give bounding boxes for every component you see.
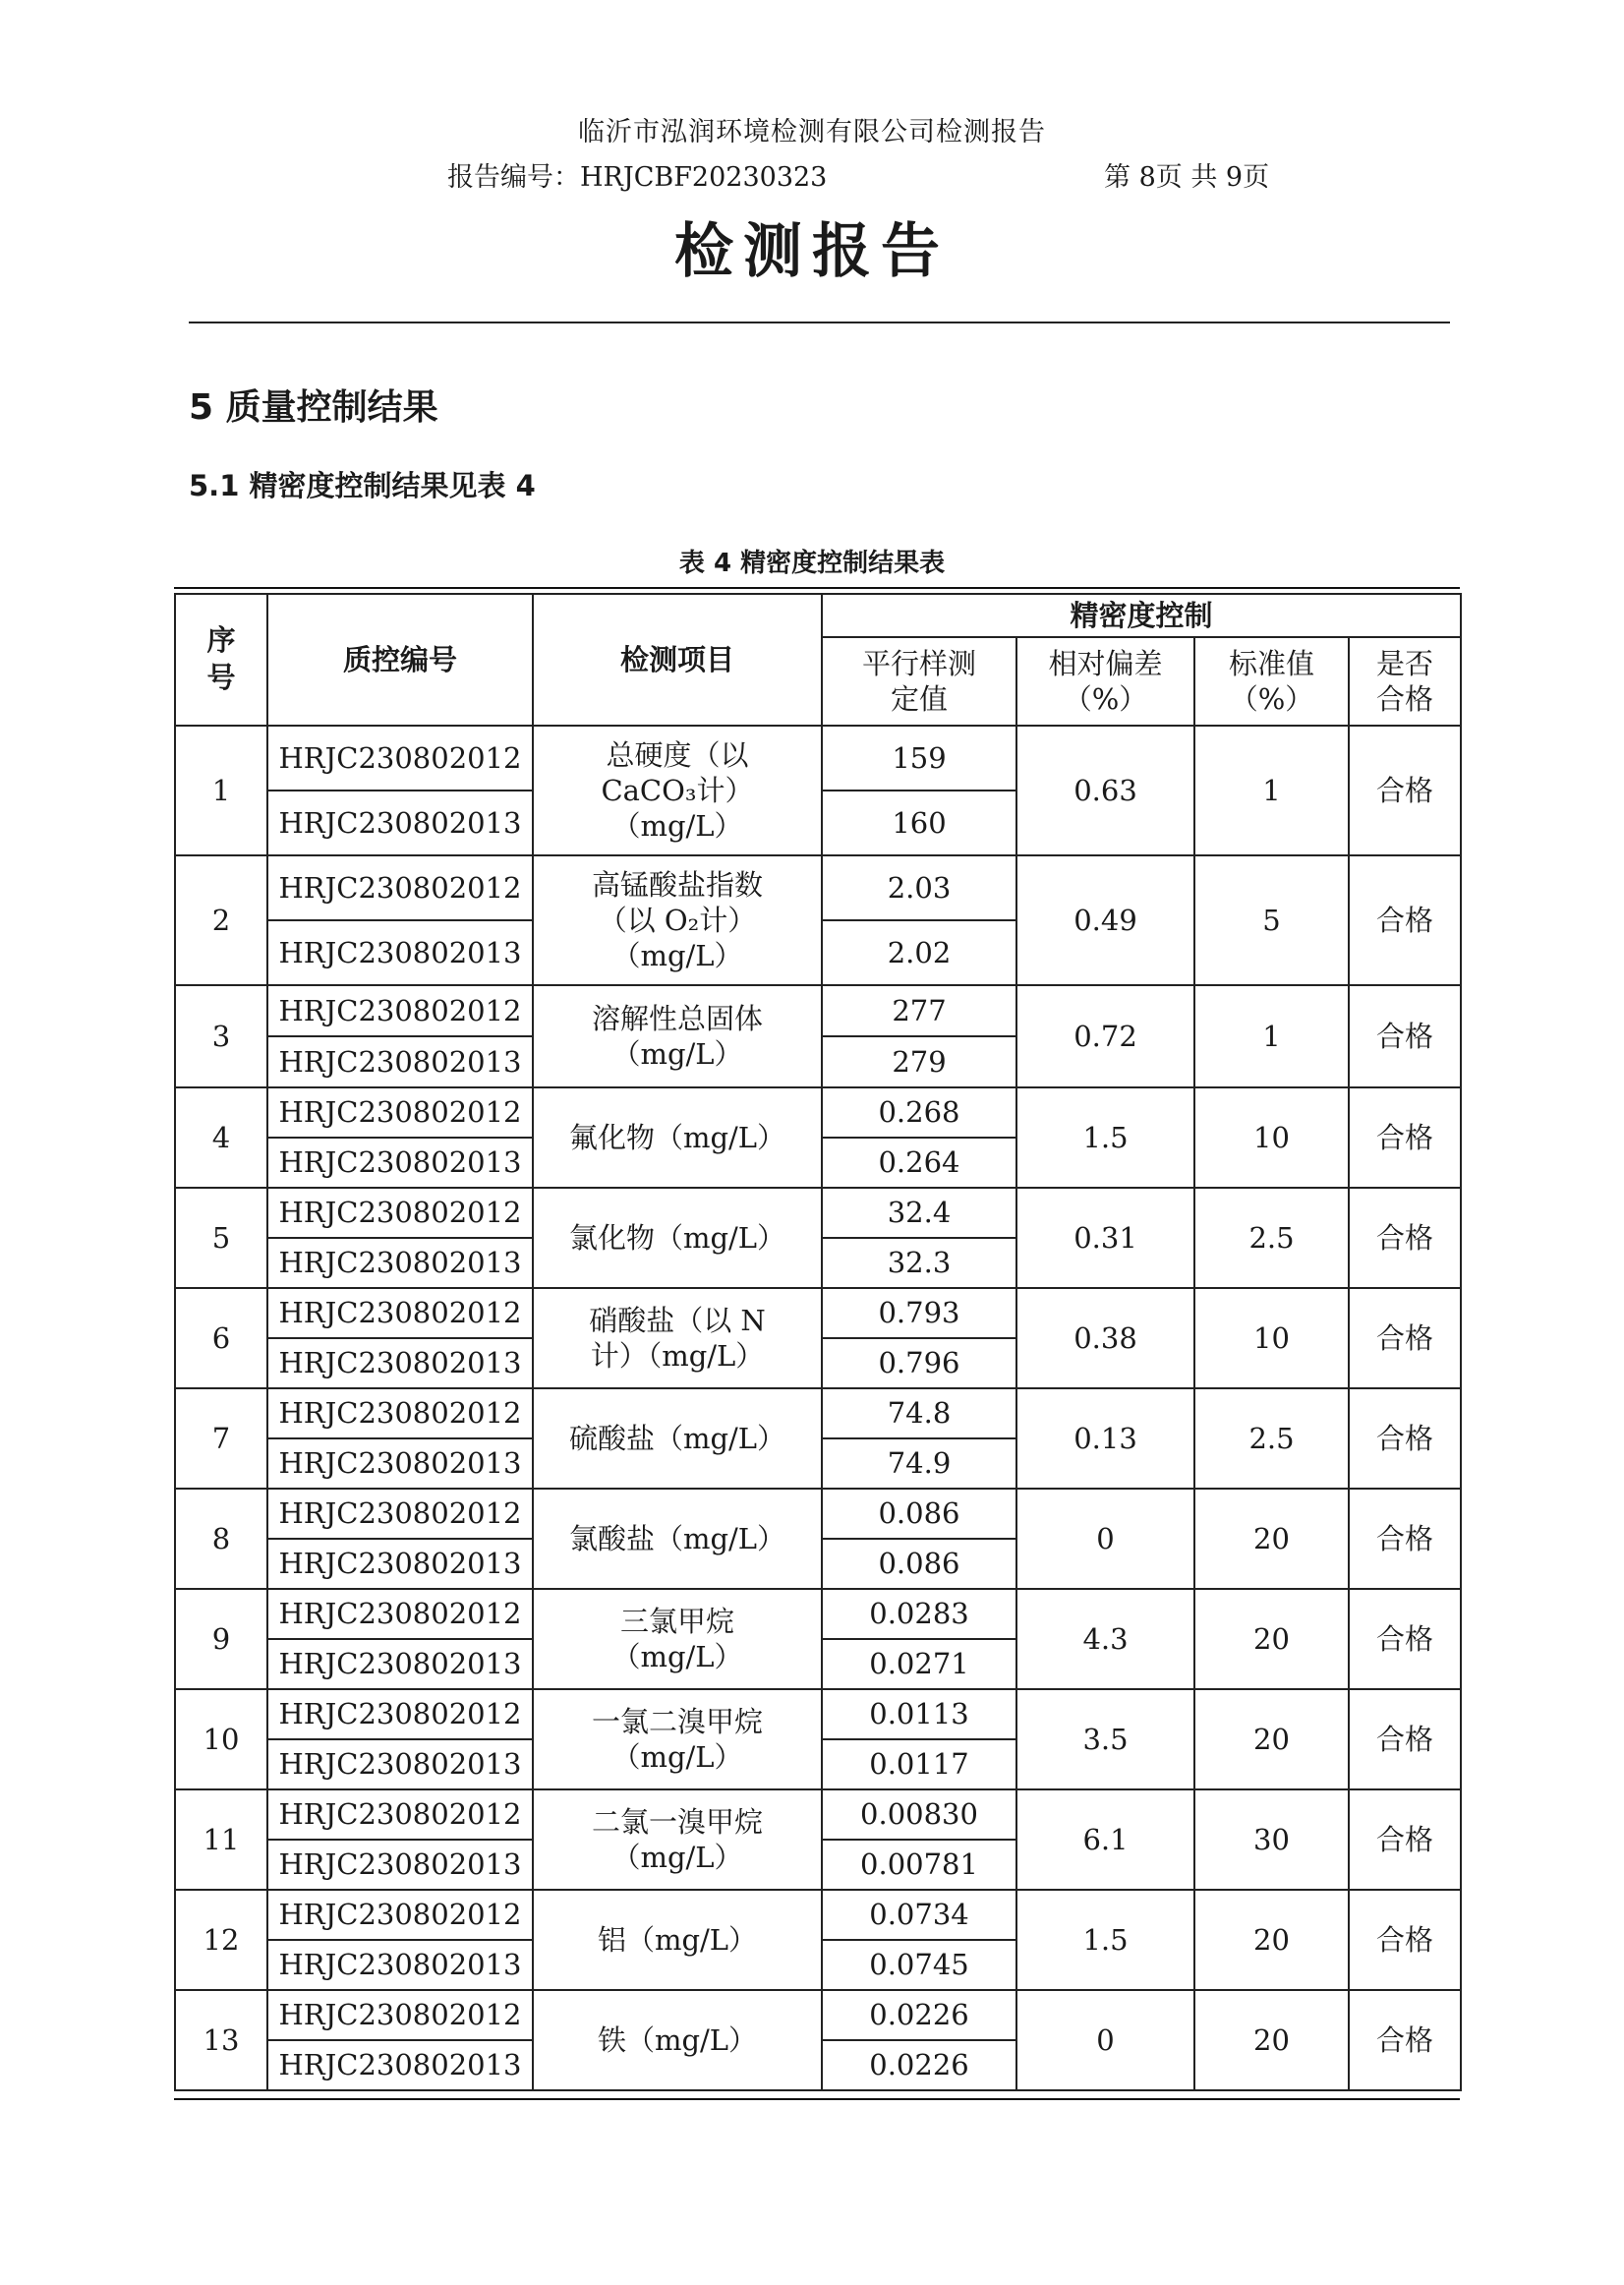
pass-status: 合格 xyxy=(1349,855,1461,985)
row-index: 4 xyxy=(175,1087,267,1188)
relative-deviation: 3.5 xyxy=(1016,1689,1194,1789)
parallel-value: 0.268 xyxy=(822,1087,1016,1138)
qc-id-cell: HRJC230802012 xyxy=(267,1890,533,1940)
relative-deviation: 0.63 xyxy=(1016,726,1194,855)
table-row xyxy=(175,1489,1461,1539)
qc-id-cell: HRJC230802013 xyxy=(267,1739,533,1789)
header-relative-deviation: 相对偏差（%） xyxy=(1016,637,1194,726)
qc-id-cell: HRJC230802013 xyxy=(267,1539,533,1589)
standard-value: 20 xyxy=(1194,1689,1349,1789)
standard-value: 20 xyxy=(1194,1489,1349,1589)
parallel-value: 0.0745 xyxy=(822,1940,1016,1990)
subsection-heading: 5.1 精密度控制结果见表 4 xyxy=(189,469,536,502)
page-indicator: 第 8页 共 9页 xyxy=(1104,162,1270,193)
row-index: 7 xyxy=(175,1388,267,1489)
pass-status: 合格 xyxy=(1349,1689,1461,1789)
qc-id-cell: HRJC230802012 xyxy=(267,1489,533,1539)
precision-control-table xyxy=(174,593,1462,2091)
standard-value: 1 xyxy=(1194,985,1349,1087)
table-row xyxy=(175,1990,1461,2040)
parallel-value: 159 xyxy=(822,726,1016,791)
standard-value: 20 xyxy=(1194,1890,1349,1990)
pass-status: 合格 xyxy=(1349,1188,1461,1288)
pass-status: 合格 xyxy=(1349,1388,1461,1489)
qc-id-cell: HRJC230802012 xyxy=(267,726,533,791)
table-row xyxy=(175,1288,1461,1338)
qc-id-cell: HRJC230802013 xyxy=(267,1338,533,1388)
report-title: 检测报告 xyxy=(674,217,950,286)
pass-status: 合格 xyxy=(1349,1890,1461,1990)
header-parallel-value: 平行样测定值 xyxy=(822,637,1016,726)
row-index: 11 xyxy=(175,1789,267,1890)
parallel-value: 2.03 xyxy=(822,855,1016,920)
test-item: 溶解性总固体 （mg/L） xyxy=(533,985,822,1087)
table-row xyxy=(175,1789,1461,1840)
relative-deviation: 0.13 xyxy=(1016,1388,1194,1489)
qc-id-cell: HRJC230802012 xyxy=(267,1087,533,1138)
parallel-value: 0.796 xyxy=(822,1338,1016,1388)
qc-id-cell: HRJC230802013 xyxy=(267,1840,533,1890)
qc-id-cell: HRJC230802013 xyxy=(267,1438,533,1489)
relative-deviation: 0.31 xyxy=(1016,1188,1194,1288)
relative-deviation: 1.5 xyxy=(1016,1890,1194,1990)
qc-id-cell: HRJC230802012 xyxy=(267,1288,533,1338)
parallel-value: 32.4 xyxy=(822,1188,1016,1238)
qc-id-cell: HRJC230802013 xyxy=(267,1238,533,1288)
row-index: 6 xyxy=(175,1288,267,1388)
parallel-value: 0.0226 xyxy=(822,2040,1016,2090)
row-index: 9 xyxy=(175,1589,267,1689)
table-row xyxy=(175,1689,1461,1739)
relative-deviation: 0 xyxy=(1016,1990,1194,2090)
test-item: 总硬度（以 CaCO₃计） （mg/L） xyxy=(533,726,822,855)
parallel-value: 279 xyxy=(822,1036,1016,1087)
test-item: 铁（mg/L） xyxy=(533,1990,822,2090)
report-number: 报告编号：HRJCBF20230323 xyxy=(447,162,828,193)
table-top-rule xyxy=(174,587,1460,589)
standard-value: 20 xyxy=(1194,1990,1349,2090)
qc-id-cell: HRJC230802013 xyxy=(267,920,533,985)
parallel-value: 0.0117 xyxy=(822,1739,1016,1789)
standard-value: 5 xyxy=(1194,855,1349,985)
qc-id-cell: HRJC230802012 xyxy=(267,1589,533,1639)
parallel-value: 0.00830 xyxy=(822,1789,1016,1840)
title-divider xyxy=(189,322,1450,323)
parallel-value: 0.086 xyxy=(822,1539,1016,1589)
row-index: 8 xyxy=(175,1489,267,1589)
test-item: 二氯一溴甲烷 （mg/L） xyxy=(533,1789,822,1890)
row-index: 2 xyxy=(175,855,267,985)
parallel-value: 32.3 xyxy=(822,1238,1016,1288)
pass-status: 合格 xyxy=(1349,726,1461,855)
row-index: 5 xyxy=(175,1188,267,1288)
qc-id-cell: HRJC230802013 xyxy=(267,1036,533,1087)
section-heading: 5 质量控制结果 xyxy=(189,387,438,428)
parallel-value: 2.02 xyxy=(822,920,1016,985)
qc-id-cell: HRJC230802013 xyxy=(267,791,533,855)
qc-id-cell: HRJC230802012 xyxy=(267,985,533,1036)
table-row xyxy=(175,985,1461,1036)
row-index: 1 xyxy=(175,726,267,855)
parallel-value: 277 xyxy=(822,985,1016,1036)
standard-value: 30 xyxy=(1194,1789,1349,1890)
table-row xyxy=(175,1890,1461,1940)
table-row xyxy=(175,1188,1461,1238)
relative-deviation: 4.3 xyxy=(1016,1589,1194,1689)
test-item: 硫酸盐（mg/L） xyxy=(533,1388,822,1489)
test-item: 氯化物（mg/L） xyxy=(533,1188,822,1288)
qc-id-cell: HRJC230802013 xyxy=(267,2040,533,2090)
test-item: 氯酸盐（mg/L） xyxy=(533,1489,822,1589)
qc-id-cell: HRJC230802012 xyxy=(267,1789,533,1840)
parallel-value: 74.9 xyxy=(822,1438,1016,1489)
table-row xyxy=(175,1388,1461,1438)
pass-status: 合格 xyxy=(1349,1087,1461,1188)
relative-deviation: 1.5 xyxy=(1016,1087,1194,1188)
qc-id-cell: HRJC230802013 xyxy=(267,1940,533,1990)
relative-deviation: 0.49 xyxy=(1016,855,1194,985)
table-row xyxy=(175,726,1461,791)
relative-deviation: 0.38 xyxy=(1016,1288,1194,1388)
qc-id-cell: HRJC230802012 xyxy=(267,1188,533,1238)
row-index: 3 xyxy=(175,985,267,1087)
test-item: 高锰酸盐指数 （以 O₂计） （mg/L） xyxy=(533,855,822,985)
standard-value: 2.5 xyxy=(1194,1188,1349,1288)
parallel-value: 0.086 xyxy=(822,1489,1016,1539)
parallel-value: 0.0226 xyxy=(822,1990,1016,2040)
standard-value: 20 xyxy=(1194,1589,1349,1689)
parallel-value: 0.264 xyxy=(822,1138,1016,1188)
parallel-value: 160 xyxy=(822,791,1016,855)
pass-status: 合格 xyxy=(1349,985,1461,1087)
table-row xyxy=(175,1589,1461,1639)
standard-value: 2.5 xyxy=(1194,1388,1349,1489)
header-pass: 是否合格 xyxy=(1349,637,1461,726)
pass-status: 合格 xyxy=(1349,1288,1461,1388)
pass-status: 合格 xyxy=(1349,1990,1461,2090)
parallel-value: 0.0113 xyxy=(822,1689,1016,1739)
relative-deviation: 0.72 xyxy=(1016,985,1194,1087)
parallel-value: 0.0283 xyxy=(822,1589,1016,1639)
relative-deviation: 6.1 xyxy=(1016,1789,1194,1890)
pass-status: 合格 xyxy=(1349,1789,1461,1890)
company-header: 临沂市泓润环境检测有限公司检测报告 xyxy=(578,117,1046,147)
row-index: 12 xyxy=(175,1890,267,1990)
header-precision-group: 精密度控制 xyxy=(822,594,1461,637)
row-index: 10 xyxy=(175,1689,267,1789)
relative-deviation: 0 xyxy=(1016,1489,1194,1589)
test-item: 氟化物（mg/L） xyxy=(533,1087,822,1188)
qc-id-cell: HRJC230802012 xyxy=(267,1990,533,2040)
test-item: 一氯二溴甲烷 （mg/L） xyxy=(533,1689,822,1789)
row-index: 13 xyxy=(175,1990,267,2090)
pass-status: 合格 xyxy=(1349,1489,1461,1589)
table-row xyxy=(175,1087,1461,1138)
test-item: 硝酸盐（以 N 计）（mg/L） xyxy=(533,1288,822,1388)
qc-id-cell: HRJC230802012 xyxy=(267,855,533,920)
pass-status: 合格 xyxy=(1349,1589,1461,1689)
header-qc-id: 质控编号 xyxy=(267,594,533,726)
parallel-value: 74.8 xyxy=(822,1388,1016,1438)
parallel-value: 0.00781 xyxy=(822,1840,1016,1890)
table-bottom-rule xyxy=(174,2098,1460,2100)
qc-id-cell: HRJC230802012 xyxy=(267,1388,533,1438)
test-item: 铝（mg/L） xyxy=(533,1890,822,1990)
qc-id-cell: HRJC230802013 xyxy=(267,1639,533,1689)
header-item: 检测项目 xyxy=(533,594,822,726)
qc-id-cell: HRJC230802013 xyxy=(267,1138,533,1188)
standard-value: 10 xyxy=(1194,1087,1349,1188)
standard-value: 1 xyxy=(1194,726,1349,855)
table-body xyxy=(175,726,1461,2090)
table-row xyxy=(175,855,1461,920)
test-item: 三氯甲烷 （mg/L） xyxy=(533,1589,822,1689)
header-index: 序号 xyxy=(175,594,267,726)
qc-id-cell: HRJC230802012 xyxy=(267,1689,533,1739)
parallel-value: 0.793 xyxy=(822,1288,1016,1338)
standard-value: 10 xyxy=(1194,1288,1349,1388)
parallel-value: 0.0734 xyxy=(822,1890,1016,1940)
parallel-value: 0.0271 xyxy=(822,1639,1016,1689)
header-standard-value: 标准值（%） xyxy=(1194,637,1349,726)
table-caption: 表 4 精密度控制结果表 xyxy=(678,549,946,578)
